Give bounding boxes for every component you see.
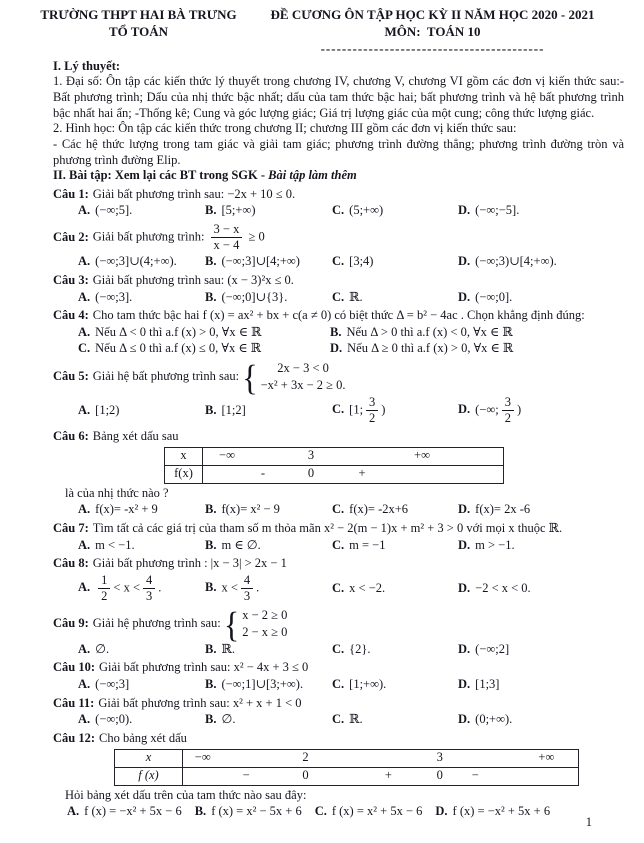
question-stem xyxy=(53,308,624,324)
answer-option-label: B. xyxy=(205,502,217,517)
math-text: (−∞; xyxy=(475,402,499,417)
question-label: Câu 9: xyxy=(53,615,89,630)
math-text: m > −1. xyxy=(475,537,515,552)
sign-table-row xyxy=(165,448,503,465)
answer-option xyxy=(458,254,624,270)
school-name: TRƯỜNG THPT HAI BÀ TRƯNG xyxy=(40,7,237,22)
options-row xyxy=(78,502,624,518)
fraction-denominator: x − 4 xyxy=(213,238,240,253)
sign-table-value: − xyxy=(242,768,250,783)
fraction-denominator: 2 xyxy=(504,410,512,425)
question-label: Câu 1: xyxy=(53,186,89,201)
math-text: ) xyxy=(381,402,386,417)
answer-option-label: C. xyxy=(332,254,345,269)
math-text: m = −1 xyxy=(349,537,386,552)
math-text: (−∞;0]∪{3}. xyxy=(221,289,288,304)
math-text: (5;+∞) xyxy=(349,203,384,218)
equation-system xyxy=(242,356,346,398)
math-text: −2 < x < 0. xyxy=(475,580,531,595)
sign-table-value: 3 xyxy=(307,448,315,463)
question-label: Câu 7: xyxy=(53,520,89,535)
sign-table-value: 3 xyxy=(436,750,443,765)
theory-heading: I. Lý thuyết: xyxy=(53,58,121,73)
math-text: f(x)= -2x+6 xyxy=(349,502,409,517)
sign-table-value: − xyxy=(471,768,479,783)
answer-option-label: B. xyxy=(205,203,217,218)
math-text: f(x)= 2x -6 xyxy=(475,502,531,517)
header-left-block xyxy=(36,7,241,55)
math-text: f(x)= x² − 9 xyxy=(221,502,280,517)
answer-option xyxy=(332,677,458,693)
answer-option xyxy=(205,573,332,604)
math-text: [1; xyxy=(349,402,364,417)
fraction-numerator: 3 − x xyxy=(211,223,243,238)
math-text: Nếu Δ ≥ 0 thì a.f (x) > 0, ∀x ∈ ℝ xyxy=(347,341,514,356)
answer-option xyxy=(67,804,182,820)
answer-option-label: B. xyxy=(194,804,207,819)
question xyxy=(53,521,624,553)
fraction xyxy=(241,574,253,603)
math-text: ℝ. xyxy=(349,289,363,304)
sign-table-value: 0 xyxy=(302,768,309,783)
sign-table-value: - xyxy=(260,466,266,481)
question-label: Câu 6: xyxy=(53,429,89,444)
question-stem xyxy=(53,556,624,572)
answer-option-label: A. xyxy=(78,641,91,656)
options-row xyxy=(78,677,624,693)
exercises-heading xyxy=(53,168,624,184)
math-text: Giải bất phương trình sau: x² − 4x + 3 ≤ 0 xyxy=(99,660,309,675)
question-stem xyxy=(53,187,624,203)
sign-table xyxy=(114,749,579,786)
answer-option-label: C. xyxy=(332,502,345,517)
math-text: Bảng xét dấu sau xyxy=(92,429,179,444)
answer-option-label: D. xyxy=(458,203,471,218)
question-stem xyxy=(53,603,624,645)
answer-option-label: C. xyxy=(332,712,345,727)
department-name: TỔ TOÁN xyxy=(108,23,169,39)
sign-table-row xyxy=(165,465,503,483)
fraction-denominator: 3 xyxy=(243,588,251,603)
math-text: (−∞;0]. xyxy=(475,289,513,304)
left-brace-glyph: { xyxy=(242,356,258,398)
math-text: Giải bất phương trình sau: −2x + 10 ≤ 0. xyxy=(92,186,296,201)
answer-option xyxy=(78,403,205,419)
options-row xyxy=(78,538,624,554)
question xyxy=(53,222,624,270)
sign-table-value: −∞ xyxy=(194,750,211,765)
question xyxy=(53,696,624,728)
math-text: {2}. xyxy=(349,641,371,656)
answer-option xyxy=(205,203,332,219)
answer-option xyxy=(205,538,332,554)
answer-option-label: B. xyxy=(205,289,217,304)
answer-option xyxy=(332,395,458,426)
math-text: f (x) = x² + 5x − 6 xyxy=(331,804,423,819)
options-row xyxy=(78,203,624,219)
math-text: x < xyxy=(221,580,238,595)
answer-option xyxy=(78,290,205,306)
math-text: [1;3] xyxy=(475,677,500,692)
question xyxy=(53,429,624,518)
document-body xyxy=(53,59,624,820)
answer-option-label: C. xyxy=(332,641,345,656)
answer-option-label: B. xyxy=(330,324,342,339)
fraction-numerator: 4 xyxy=(143,574,155,589)
math-text: (−∞;2] xyxy=(475,641,510,656)
answer-option xyxy=(78,325,330,341)
sign-table-value: −∞ xyxy=(219,448,235,463)
question-stem xyxy=(53,356,624,398)
math-text: (−∞;5]. xyxy=(95,203,133,218)
answer-option-label: D. xyxy=(458,402,471,417)
answer-option-label: D. xyxy=(458,537,471,552)
math-text: f (x) = −x² + 5x − 6 xyxy=(84,804,182,819)
system-line: x − 2 ≥ 0 xyxy=(242,608,288,623)
answer-option xyxy=(78,538,205,554)
answer-option-label: D. xyxy=(435,804,448,819)
answer-option-label: D. xyxy=(458,289,471,304)
math-text: Giải bất phương trình: xyxy=(92,229,208,244)
options-row xyxy=(78,395,624,426)
question-stem xyxy=(53,222,624,253)
header-right-block xyxy=(241,7,624,55)
math-text: (−∞;3]. xyxy=(95,289,133,304)
options-row xyxy=(78,254,624,270)
math-text: Giải bất phương trình : |x − 3| > 2x − 1 xyxy=(92,556,287,571)
answer-option-label: C. xyxy=(332,203,345,218)
question xyxy=(53,187,624,219)
answer-option-label: B. xyxy=(205,712,217,727)
answer-option-label: A. xyxy=(78,289,91,304)
answer-option xyxy=(78,254,205,270)
system-lines xyxy=(242,607,287,641)
question-stem xyxy=(53,429,624,445)
document-header xyxy=(36,7,624,55)
answer-option-label: D. xyxy=(458,580,471,595)
math-text: [1;2] xyxy=(221,402,246,417)
options-row xyxy=(78,290,624,306)
question xyxy=(53,556,624,604)
answer-option xyxy=(205,254,332,270)
question xyxy=(53,356,624,426)
sign-table-cells xyxy=(203,448,503,465)
answer-option-label: B. xyxy=(205,641,217,656)
answer-option-label: A. xyxy=(78,254,91,269)
question-label: Câu 11: xyxy=(53,695,95,710)
question-stem xyxy=(53,521,624,537)
system-line: 2x − 3 < 0 xyxy=(277,361,329,376)
math-text: x < −2. xyxy=(349,580,386,595)
sign-table-value: + xyxy=(358,466,366,481)
question-stem xyxy=(53,731,624,747)
sign-table-value: 0 xyxy=(307,466,315,481)
answer-option-label: A. xyxy=(78,580,91,595)
answer-option-label: A. xyxy=(78,402,91,417)
answer-option-label: C. xyxy=(332,677,345,692)
options-row xyxy=(78,642,624,658)
answer-option xyxy=(205,502,332,518)
answer-option-label: D. xyxy=(458,677,471,692)
page-number: 1 xyxy=(585,815,592,830)
sign-table-value: 2 xyxy=(302,750,309,765)
answer-option-label: D. xyxy=(458,641,471,656)
math-text: (−∞;3]∪(4;+∞). xyxy=(95,254,177,269)
math-text: [3;4) xyxy=(349,254,374,269)
answer-option xyxy=(78,203,205,219)
answer-option xyxy=(78,712,205,728)
sign-table-value: +∞ xyxy=(414,448,430,463)
sign-table-cells xyxy=(183,768,578,785)
answer-option xyxy=(330,341,624,357)
sign-table-row xyxy=(115,750,578,767)
fraction xyxy=(502,396,514,425)
sign-table-value: 0 xyxy=(436,768,443,783)
question-label: Câu 10: xyxy=(53,660,96,675)
answer-option-label: C. xyxy=(332,537,345,552)
answer-option xyxy=(458,203,624,219)
questions-list xyxy=(53,187,624,820)
fraction-numerator: 1 xyxy=(98,574,110,589)
left-brace-glyph: { xyxy=(223,603,240,645)
math-text: ∅. xyxy=(221,712,236,727)
answer-option xyxy=(332,203,458,219)
math-text: . xyxy=(256,580,260,595)
answer-option xyxy=(458,538,624,554)
options-row xyxy=(78,573,624,604)
math-text: [1;2) xyxy=(95,402,120,417)
options-row xyxy=(78,325,624,357)
math-text: (−∞;3] xyxy=(95,677,130,692)
answer-option xyxy=(458,642,624,658)
math-text: . xyxy=(158,580,162,595)
question-label: Câu 2: xyxy=(53,229,89,244)
answer-option-label: D. xyxy=(458,712,471,727)
answer-option xyxy=(78,502,205,518)
sign-table-row-header: f(x) xyxy=(165,466,203,483)
fraction-numerator: 4 xyxy=(241,574,253,589)
question xyxy=(53,273,624,305)
theory-paragraph-2: 2. Hình học: Ôn tập các kiến thức trong chương II; chương III gồm các đơn vị kiến thức sau: xyxy=(53,121,517,136)
options-row xyxy=(67,804,624,820)
answer-option-label: C. xyxy=(314,804,327,819)
answer-option xyxy=(332,642,458,658)
math-text: (−∞;−5]. xyxy=(475,203,520,218)
options-row xyxy=(78,712,624,728)
question-stem xyxy=(53,696,624,712)
answer-option xyxy=(458,712,624,728)
question-stem xyxy=(53,273,624,289)
math-text: (−∞;1]∪[3;+∞). xyxy=(221,677,304,692)
answer-option-label: A. xyxy=(78,324,91,339)
fraction xyxy=(143,574,155,603)
answer-option xyxy=(332,502,458,518)
answer-option xyxy=(332,254,458,270)
question xyxy=(53,603,624,657)
math-text: Cho tam thức bậc hai f (x) = ax² + bx + c(a ≠ 0) có biệt thức Δ = b² − 4ac . Chọn khẳng định đúng: xyxy=(92,308,585,323)
math-text: ≥ 0 xyxy=(245,229,265,244)
answer-option-label: A. xyxy=(78,712,91,727)
math-text: (−∞;0). xyxy=(95,712,133,727)
sign-table-row xyxy=(115,767,578,785)
answer-option-label: B. xyxy=(205,537,217,552)
math-text: f(x)= -x² + 9 xyxy=(95,502,158,517)
answer-option xyxy=(78,573,205,604)
answer-option-label: C. xyxy=(78,341,91,356)
answer-option xyxy=(330,325,624,341)
fraction xyxy=(366,396,378,425)
math-text: [1;+∞). xyxy=(349,677,387,692)
math-text: [5;+∞) xyxy=(221,203,256,218)
math-text: Giải bất phương trình sau: (x − 3)²x ≤ 0. xyxy=(92,272,294,287)
answer-option xyxy=(78,642,205,658)
answer-option xyxy=(458,677,624,693)
fraction xyxy=(98,574,110,603)
theory-paragraph-1: 1. Đại số: Ôn tập các kiến thức lý thuyết trong chương IV, chương V, chương VI gồm các đơn vị kiến thức sau:-Bất phương trình; Dấu của nhị thức bậc nhất; dấu của tam thức bậc hai; bất phương trình và hệ bất phương trình bậc nhất hai ẩn; -Thống kê; Cung và góc lượng giác; Giá trị lượng giác của một cung; công thức lượng giác. xyxy=(53,74,624,120)
answer-option xyxy=(332,290,458,306)
math-text: f (x) = −x² + 5x + 6 xyxy=(452,804,551,819)
answer-option-label: A. xyxy=(67,804,80,819)
answer-option xyxy=(205,290,332,306)
answer-option xyxy=(435,804,550,820)
question-post-stem: là của nhị thức nào ? xyxy=(65,485,169,500)
system-line: 2 − x ≥ 0 xyxy=(242,624,288,639)
answer-option-label: C. xyxy=(332,289,345,304)
question-post-stem: Hỏi bảng xét dấu trên của tam thức nào sau đây: xyxy=(65,787,307,802)
equation-system xyxy=(223,603,288,645)
question-stem xyxy=(53,660,624,676)
sign-table-value: +∞ xyxy=(538,750,555,765)
fraction-numerator: 3 xyxy=(366,396,378,411)
math-text: Giải hệ bất phương trình sau: xyxy=(92,368,243,383)
answer-option-label: D. xyxy=(330,341,343,356)
math-text: Tìm tất cả các giá trị của tham số m thỏa mãn x² − 2(m − 1)x + m² + 3 > 0 với mọi x thuộc ℝ. xyxy=(92,520,563,535)
math-text: (−∞;3]∪[4;+∞) xyxy=(221,254,300,269)
math-text: ∅. xyxy=(95,641,110,656)
answer-option-label: C. xyxy=(332,402,345,417)
answer-option-label: C. xyxy=(332,580,345,595)
question-label: Câu 8: xyxy=(53,556,89,571)
question-label: Câu 12: xyxy=(53,730,96,745)
answer-option xyxy=(205,677,332,693)
question xyxy=(53,731,624,820)
answer-option-label: D. xyxy=(458,502,471,517)
fraction-denominator: 2 xyxy=(101,588,108,603)
answer-option xyxy=(332,581,458,597)
answer-option-label: B. xyxy=(205,580,217,595)
math-text: f (x) = x² − 5x + 6 xyxy=(211,804,302,819)
answer-option xyxy=(205,403,332,419)
sign-table-row-header: f (x) xyxy=(115,768,183,785)
math-text: ℝ. xyxy=(349,712,363,727)
question-label: Câu 5: xyxy=(53,368,89,383)
math-text: (−∞;3)∪[4;+∞). xyxy=(475,254,557,269)
sign-table xyxy=(164,447,504,484)
answer-option-label: B. xyxy=(205,254,217,269)
answer-option xyxy=(332,712,458,728)
fraction-numerator: 3 xyxy=(502,396,514,411)
fraction xyxy=(211,223,243,252)
math-text: Cho bảng xét dấu xyxy=(99,730,187,745)
document-title: ĐỀ CƯƠNG ÔN TẬP HỌC KỲ II NĂM HỌC 2020 - 2021 xyxy=(270,7,595,22)
answer-option xyxy=(458,395,624,426)
math-text: ) xyxy=(517,402,522,417)
answer-option xyxy=(205,712,332,728)
system-lines xyxy=(261,360,346,394)
sign-table-cells xyxy=(203,466,503,483)
system-line: −x² + 3x − 2 ≥ 0. xyxy=(260,377,346,392)
answer-option xyxy=(195,804,302,820)
sign-table-row-header: x xyxy=(115,750,183,767)
sign-table-cells xyxy=(183,750,578,767)
question xyxy=(53,308,624,357)
answer-option-label: D. xyxy=(458,254,471,269)
math-text: Nếu Δ < 0 thì a.f (x) > 0, ∀x ∈ ℝ xyxy=(95,324,262,339)
answer-option xyxy=(458,290,624,306)
question xyxy=(53,660,624,692)
question-label: Câu 3: xyxy=(53,272,89,287)
answer-option xyxy=(458,581,624,597)
theory-paragraph-3: - Các hệ thức lượng trong tam giác và giải tam giác; phương trình đường thẳng; phương trình đường tròn và phương trình đường Elip. xyxy=(53,136,624,167)
sign-table-value: + xyxy=(384,768,392,783)
answer-option xyxy=(78,677,205,693)
divider-dashes: ------------------------------------------ xyxy=(320,40,545,56)
math-text: ℝ. xyxy=(221,641,235,656)
math-text: m < −1. xyxy=(95,537,135,552)
subject-line: MÔN: TOÁN 10 xyxy=(384,23,481,39)
math-text: < x < xyxy=(113,580,141,595)
answer-option-label: A. xyxy=(78,537,91,552)
answer-option xyxy=(78,341,330,357)
answer-option-label: B. xyxy=(205,402,217,417)
answer-option xyxy=(458,502,624,518)
math-text: Giải hệ phương trình sau: xyxy=(92,615,224,630)
math-text: Giải bất phương trình sau: x² + x + 1 < 0 xyxy=(98,695,302,710)
fraction-denominator: 3 xyxy=(146,588,153,603)
answer-option-label: A. xyxy=(78,502,91,517)
exercises-heading-main: II. Bài tập: Xem lại các BT trong SGK - xyxy=(53,168,269,183)
math-text: m ∈ ∅. xyxy=(221,537,261,552)
math-text: (0;+∞). xyxy=(475,712,513,727)
math-text: Nếu Δ ≤ 0 thì a.f (x) ≤ 0, ∀x ∈ ℝ xyxy=(95,341,262,356)
answer-option-label: B. xyxy=(205,677,217,692)
math-text: Nếu Δ > 0 thì a.f (x) < 0, ∀x ∈ ℝ xyxy=(346,324,513,339)
question-label: Câu 4: xyxy=(53,308,89,323)
answer-option xyxy=(315,804,423,820)
answer-option-label: A. xyxy=(78,203,91,218)
exercises-heading-subtitle: Bài tập làm thêm xyxy=(268,168,357,183)
answer-option-label: A. xyxy=(78,677,91,692)
sign-table-row-header: x xyxy=(165,448,203,465)
answer-option xyxy=(332,538,458,554)
fraction-denominator: 2 xyxy=(369,410,376,425)
